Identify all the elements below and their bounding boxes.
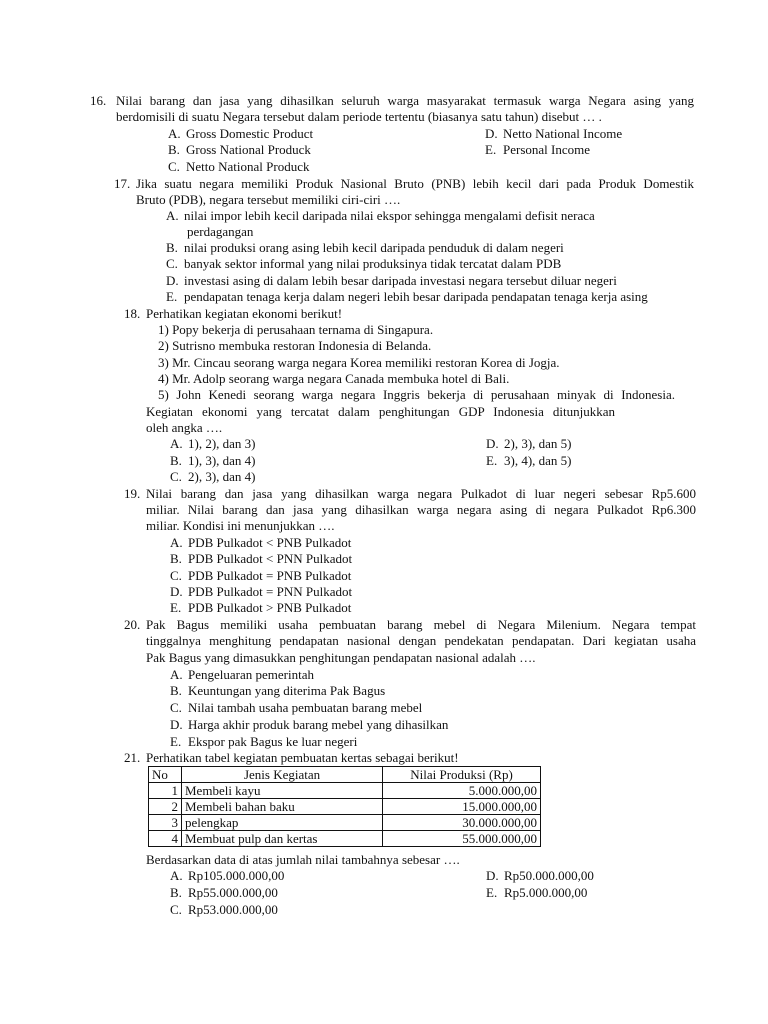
option-a[interactable]: A. Gross Domestic Product [168,126,314,141]
option-d[interactable]: D. Netto National Income [485,126,623,141]
question-number: 18. [124,306,141,321]
question-text: Nilai barang dan jasa yang dihasilkan seluruh warga masyarakat termasuk warga Negara asing yang [116,93,694,108]
option-d[interactable]: D. investasi asing di dalam lebih besar daripada investasi negara tersebut diluar negeri [166,273,617,288]
question-text: Nilai barang dan jasa yang dihasilkan warga negara Pulkadot di luar negeri sebesar Rp5.600 [146,486,696,501]
table-cell: 3 [149,815,182,831]
option-d[interactable]: D. 2), 3), dan 5) [486,436,572,451]
question-text: Pak Bagus memiliki usaha pembuatan barang mebel di Negara Milenium. Negara tempat [146,617,696,632]
table-row [149,799,541,815]
option-b[interactable]: B. Keuntungan yang diterima Pak Bagus [170,683,386,698]
question-text: Jika suatu negara memiliki Produk Nasional Bruto (PNB) lebih kecil dari pada Produk Domestik [136,176,694,191]
question-text: Kegiatan ekonomi yang tercatat dalam penghitungan GDP Indonesia ditunjukkan [146,404,615,419]
list-item: 1) Popy bekerja di perusahaan ternama di Singapura. [158,322,434,337]
question-text: Perhatikan kegiatan ekonomi berikut! [146,306,343,321]
option-e[interactable]: E. PDB Pulkadot > PNB Pulkadot [170,600,352,615]
option-c[interactable]: C. Netto National Produck [168,159,310,174]
table-cell: 4 [149,831,182,847]
option-e[interactable]: E. Personal Income [485,142,591,157]
option-d[interactable]: D. PDB Pulkadot = PNN Pulkadot [170,584,353,599]
question-number: 21. [124,750,141,765]
option-d[interactable]: D. Harga akhir produk barang mebel yang dihasilkan [170,717,449,732]
question-text: Bruto (PDB), negara tersebut memiliki ciri-ciri …. [136,192,401,207]
option-e[interactable]: E. 3), 4), dan 5) [486,453,572,468]
table-header: No [149,767,182,783]
question-text: miliar. Kondisi ini menunjukkan …. [146,518,335,533]
table-header: Jenis Kegiatan [182,767,383,783]
table-cell: 1 [149,783,182,799]
option-c[interactable]: C. 2), 3), dan 4) [170,469,256,484]
question-text: berdomisili di suatu Negara tersebut dalam periode tertentu (biasanya satu tahun) disebut … . [116,109,602,124]
table-row [149,815,541,831]
option-c[interactable]: C. banyak sektor informal yang nilai produksinya tidak tercatat dalam PDB [166,256,562,271]
table-cell: 5.000.000,00 [383,783,541,799]
list-item: 3) Mr. Cincau seorang warga negara Korea memiliki restoran Korea di Jogja. [158,355,560,370]
table-header-row [149,767,541,783]
table-cell: pelengkap [182,815,383,831]
table-cell: Membuat pulp dan kertas [182,831,383,847]
question-number: 16. [90,93,107,108]
option-e[interactable]: E. Rp5.000.000,00 [486,885,588,900]
option-a[interactable]: A. 1), 2), dan 3) [170,436,256,451]
option-a[interactable]: A. Pengeluaran pemerintah [170,667,314,682]
option-a-continuation: perdagangan [187,224,254,239]
list-item: 5) John Kenedi seorang warga negara Inggris bekerja di perusahaan minyak di Indonesia. [158,387,675,402]
option-a[interactable]: A. Rp105.000.000,00 [170,868,285,883]
option-c[interactable]: C. Nilai tambah usaha pembuatan barang mebel [170,700,423,715]
option-e[interactable]: E. Ekspor pak Bagus ke luar negeri [170,734,358,749]
question-number: 20. [124,617,141,632]
option-b[interactable]: B. PDB Pulkadot < PNN Pulkadot [170,551,353,566]
option-e[interactable]: E. pendapatan tenaga kerja dalam negeri lebih besar daripada pendapatan tenaga kerja asing [166,289,648,304]
question-number: 19. [124,486,141,501]
list-item: 4) Mr. Adolp seorang warga negara Canada membuka hotel di Bali. [158,371,510,386]
table-cell: Membeli kayu [182,783,383,799]
option-b[interactable]: B. Gross National Produck [168,142,311,157]
question-text: oleh angka …. [146,420,223,435]
option-d[interactable]: D. Rp50.000.000,00 [486,868,594,883]
table-cell: 15.000.000,00 [383,799,541,815]
list-item: 2) Sutrisno membuka restoran Indonesia di Belanda. [158,338,432,353]
table-row [149,831,541,847]
option-b[interactable]: B. 1), 3), dan 4) [170,453,256,468]
option-a[interactable]: A. nilai impor lebih kecil daripada nilai ekspor sehingga mengalami defisit neraca [166,208,595,223]
question-text: Pak Bagus yang dimasukkan penghitungan pendapatan nasional adalah …. [146,650,536,665]
table-cell: Membeli bahan baku [182,799,383,815]
table-cell: 30.000.000,00 [383,815,541,831]
option-c[interactable]: C. Rp53.000.000,00 [170,902,278,917]
table-cell: 55.000.000,00 [383,831,541,847]
table-cell: 2 [149,799,182,815]
option-a[interactable]: A. PDB Pulkadot < PNB Pulkadot [170,535,352,550]
table-header: Nilai Produksi (Rp) [383,767,541,783]
option-b[interactable]: B. nilai produksi orang asing lebih kecil daripada penduduk di dalam negeri [166,240,564,255]
question-number: 17. [114,176,131,191]
question-text: Perhatikan tabel kegiatan pembuatan kertas sebagai berikut! [146,750,459,765]
question-text: miliar. Nilai barang dan jasa yang dihasilkan warga negara asing di negara Pulkadot Rp6.300 [146,502,696,517]
production-table [148,766,541,847]
option-b[interactable]: B. Rp55.000.000,00 [170,885,278,900]
question-text: tinggalnya menghitung pendapatan nasional dengan pendekatan pendapatan. Dari kegiatan usaha [146,633,696,648]
table-row [149,783,541,799]
question-text: Berdasarkan data di atas jumlah nilai tambahnya sebesar …. [146,852,460,867]
option-c[interactable]: C. PDB Pulkadot = PNB Pulkadot [170,568,352,583]
